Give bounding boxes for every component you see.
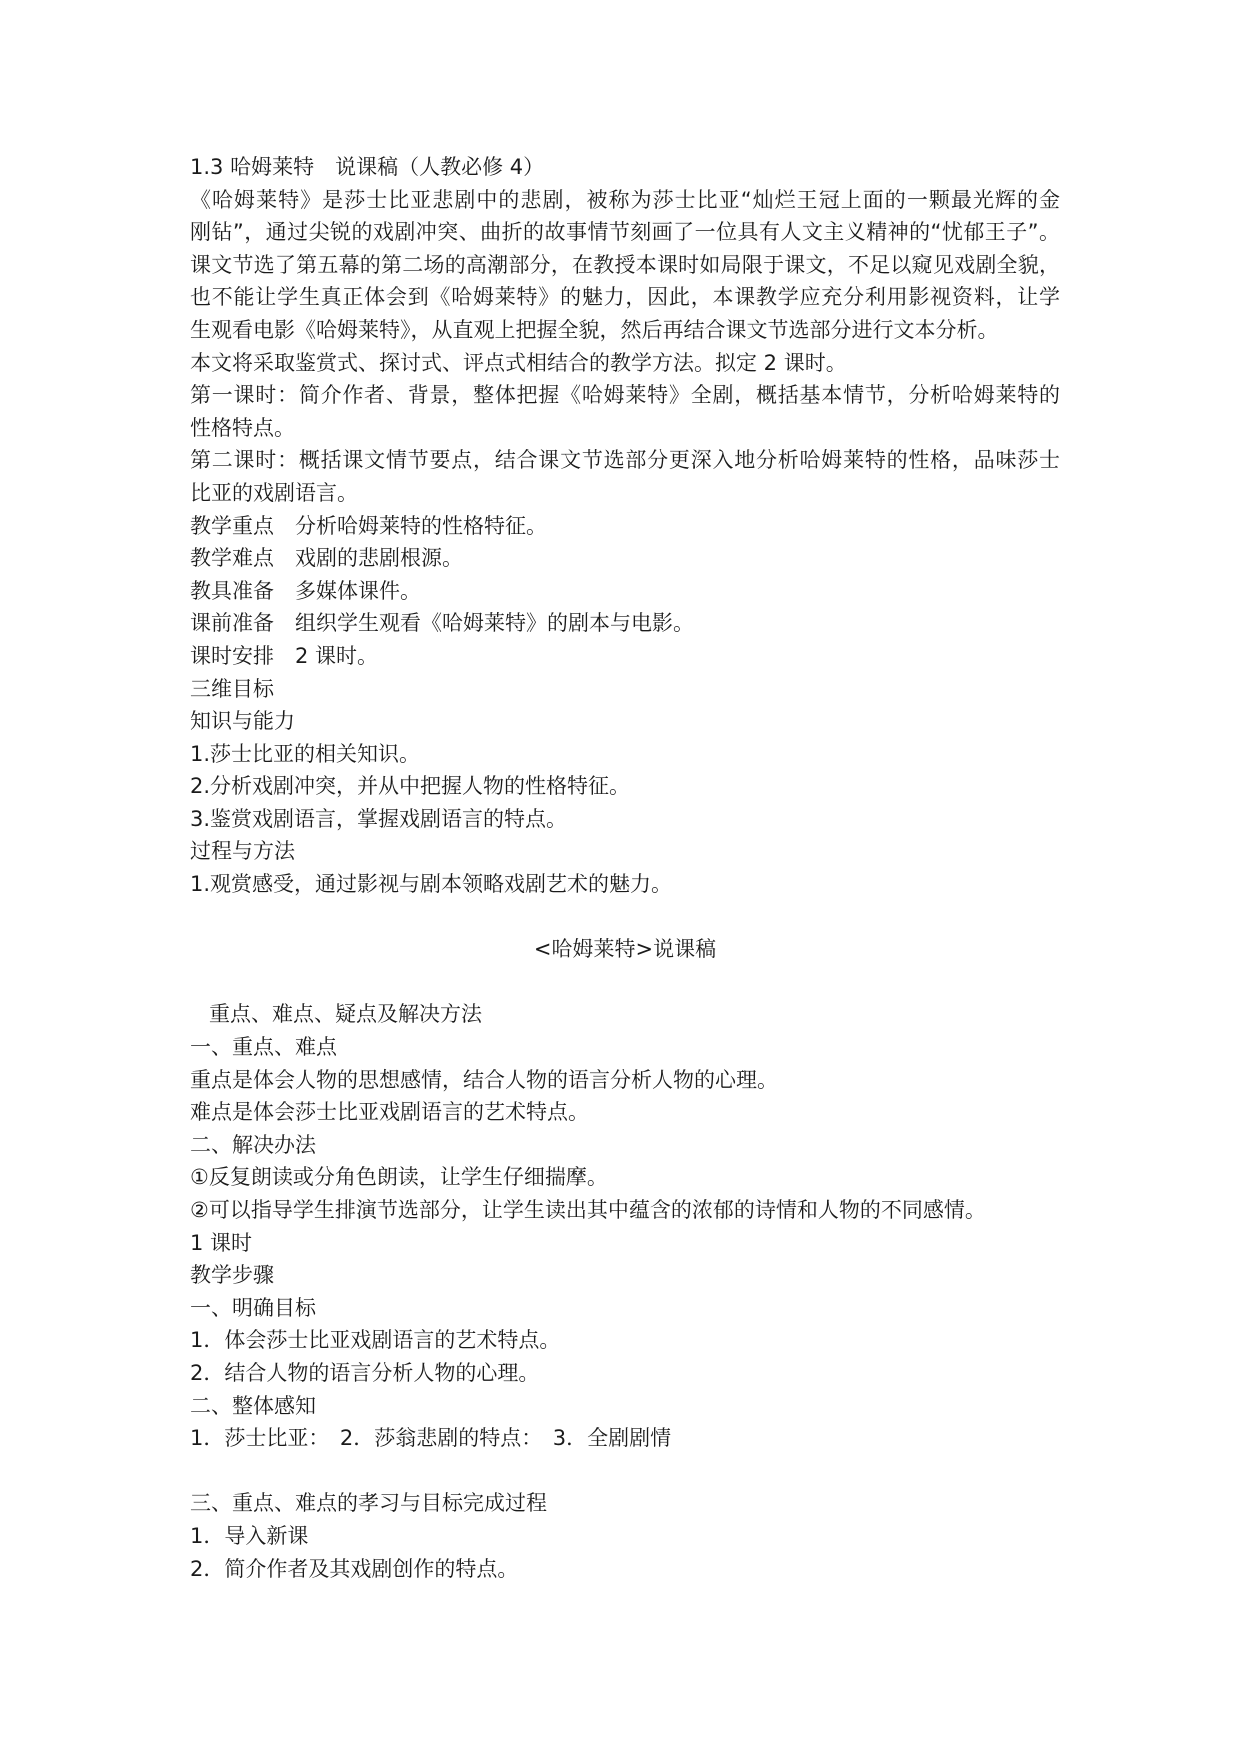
text-line: 课时安排 2 课时。 bbox=[190, 643, 379, 668]
text-line: 1 课时 bbox=[190, 1230, 253, 1255]
text-line: 一、明确目标 bbox=[190, 1295, 316, 1320]
document-subtitle: <哈姆莱特>说课稿 bbox=[533, 937, 717, 962]
paragraph bbox=[190, 1227, 1060, 1260]
paragraph bbox=[190, 868, 1060, 901]
paragraph bbox=[190, 575, 1060, 608]
paragraph bbox=[190, 1129, 1060, 1162]
text-line: 教学难点 戏剧的悲剧根源。 bbox=[190, 546, 463, 571]
paragraph bbox=[190, 1357, 1060, 1390]
paragraph bbox=[190, 444, 1060, 509]
text-line: 本文将采取鉴赏式、探讨式、评点式相结合的教学方法。拟定 2 课时。 bbox=[190, 350, 847, 375]
text-line: 1.观赏感受，通过影视与剧本领略戏剧艺术的魅力。 bbox=[190, 872, 673, 897]
paragraph bbox=[190, 151, 1060, 184]
paragraph bbox=[190, 1161, 1060, 1194]
text-line: 2.分析戏剧冲突，并从中把握人物的性格特征。 bbox=[190, 774, 631, 799]
paragraph bbox=[190, 379, 1060, 444]
text-line: 第一课时：简介作者、背景，整体把握《哈姆莱特》全剧，概括基本情节，分析哈姆莱特的 bbox=[190, 383, 1060, 408]
text-line: 1.莎士比亚的相关知识。 bbox=[190, 741, 421, 766]
section-process bbox=[190, 1487, 1060, 1585]
text-line: 三、重点、难点的孝习与目标完成过程 bbox=[190, 1491, 547, 1516]
text-line: 教具准备 多媒体课件。 bbox=[190, 578, 421, 603]
paragraph bbox=[190, 1096, 1060, 1129]
paragraph bbox=[190, 1324, 1060, 1357]
section-intro bbox=[190, 151, 1060, 901]
paragraph bbox=[190, 184, 1060, 347]
paragraph bbox=[190, 1194, 1060, 1227]
paragraph bbox=[190, 835, 1060, 868]
text-line: 二、整体感知 bbox=[190, 1393, 316, 1418]
text-line: 1．体会莎士比亚戏剧语言的艺术特点。 bbox=[190, 1328, 561, 1353]
text-line: 难点是体会莎士比亚戏剧语言的艺术特点。 bbox=[190, 1100, 589, 1125]
section-heading: 重点、难点、疑点及解决方法 bbox=[209, 1002, 482, 1027]
paragraph bbox=[190, 510, 1060, 543]
paragraph bbox=[190, 738, 1060, 771]
text-line: 知识与能力 bbox=[190, 709, 295, 734]
text-line: 2．简介作者及其戏剧创作的特点。 bbox=[190, 1556, 519, 1581]
text-line: 课文节选了第五幕的第二场的高潮部分，在教授本课时如局限于课文，不足以窥见戏剧全貌， bbox=[190, 252, 1060, 277]
text-line: 2．结合人物的语言分析人物的心理。 bbox=[190, 1360, 540, 1385]
paragraph bbox=[190, 1487, 1060, 1520]
text-line: 过程与方法 bbox=[190, 839, 295, 864]
text-line: 1．莎士比亚： 2．莎翁悲剧的特点： 3．全剧剧情 bbox=[190, 1426, 672, 1451]
text-line: 比亚的戏剧语言。 bbox=[190, 480, 358, 505]
document-page bbox=[190, 151, 1060, 1585]
text-line: 教学重点 分析哈姆莱特的性格特征。 bbox=[190, 513, 547, 538]
text-line: ②可以指导学生排演节选部分，让学生读出其中蕴含的浓郁的诗情和人物的不同感情。 bbox=[190, 1198, 986, 1222]
paragraph bbox=[190, 770, 1060, 803]
paragraph bbox=[190, 705, 1060, 738]
paragraph bbox=[190, 673, 1060, 706]
paragraph bbox=[190, 1031, 1060, 1064]
paragraph bbox=[190, 640, 1060, 673]
text-line: 1.3 哈姆莱特 说课稿（人教必修 4） bbox=[190, 155, 545, 179]
paragraph bbox=[190, 1422, 1060, 1455]
text-line: 《哈姆莱特》是莎士比亚悲剧中的悲剧，被称为莎士比亚“灿烂王冠上面的一颗最光辉的金 bbox=[190, 187, 1060, 212]
text-line: 课前准备 组织学生观看《哈姆莱特》的剧本与电影。 bbox=[190, 611, 694, 636]
paragraph bbox=[190, 1292, 1060, 1325]
paragraph bbox=[190, 1520, 1060, 1553]
text-line: 一、重点、难点 bbox=[190, 1035, 337, 1060]
paragraph bbox=[190, 1390, 1060, 1423]
text-line: 二、解决办法 bbox=[190, 1132, 316, 1157]
text-line: 三维目标 bbox=[190, 676, 274, 701]
paragraph bbox=[190, 347, 1060, 380]
paragraph bbox=[190, 607, 1060, 640]
text-line: 1．导入新课 bbox=[190, 1523, 309, 1548]
text-line: 3.鉴赏戏剧语言，掌握戏剧语言的特点。 bbox=[190, 806, 568, 831]
paragraph bbox=[190, 542, 1060, 575]
text-line: ①反复朗读或分角色朗读，让学生仔细揣摩。 bbox=[190, 1165, 608, 1190]
text-line: 性格特点。 bbox=[190, 415, 295, 440]
section-key-points bbox=[190, 998, 1060, 1454]
text-line: 重点是体会人物的思想感情，结合人物的语言分析人物的心理。 bbox=[190, 1067, 778, 1092]
paragraph bbox=[190, 1553, 1060, 1586]
text-line: 第二课时：概括课文情节要点，结合课文节选部分更深入地分析哈姆莱特的性格，品味莎士 bbox=[190, 448, 1060, 473]
paragraph bbox=[190, 1064, 1060, 1097]
paragraph bbox=[190, 803, 1060, 836]
text-line: 生观看电影《哈姆莱特》，从直观上把握全貌，然后再结合课文节选部分进行文本分析。 bbox=[190, 317, 999, 342]
text-line: 教学步骤 bbox=[190, 1263, 274, 1288]
text-line: 也不能让学生真正体会到《哈姆莱特》的魅力，因此，本课教学应充分利用影视资料，让学 bbox=[190, 285, 1060, 310]
text-line: 刚钻”，通过尖锐的戏剧冲突、曲折的故事情节刻画了一位具有人文主义精神的“忧郁王子”。 bbox=[190, 220, 1060, 245]
paragraph bbox=[190, 1259, 1060, 1292]
